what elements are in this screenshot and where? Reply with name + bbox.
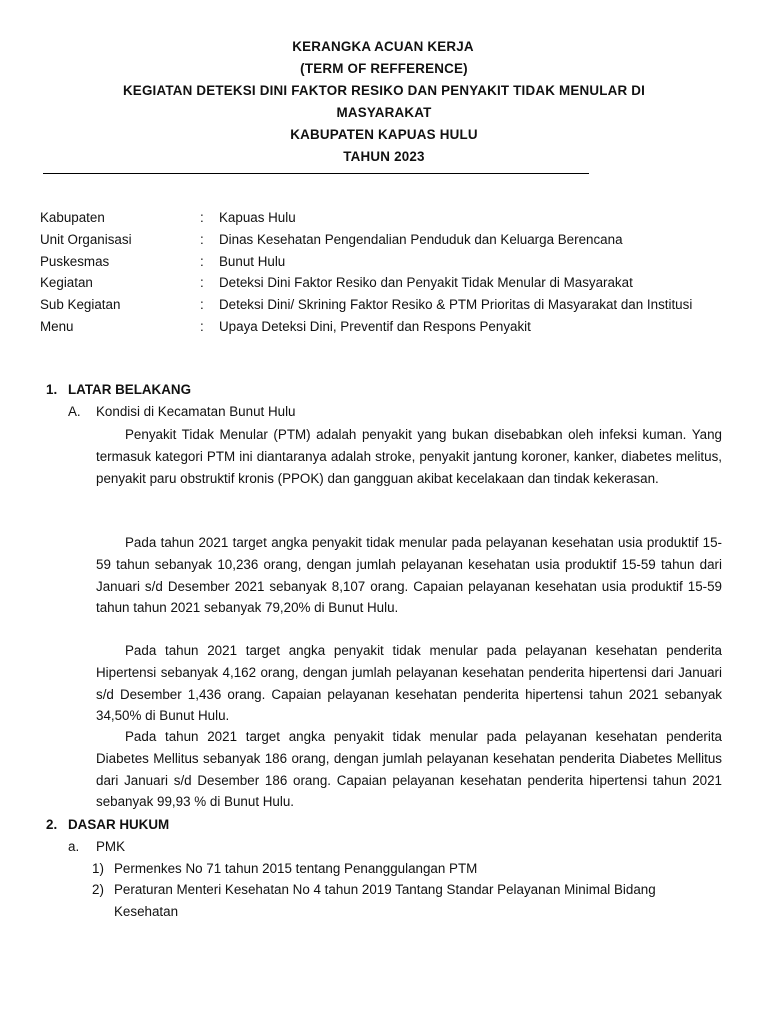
info-separator: : [200,297,204,313]
section-title: DASAR HUKUM [68,817,170,832]
info-label: Unit Organisasi [40,231,132,247]
subsection-heading [68,401,296,423]
info-row [40,207,720,229]
info-separator: : [200,253,204,269]
info-value: Dinas Kesehatan Pengendalian Penduduk dan Keluarga Berencana [219,231,623,247]
info-row [40,272,720,294]
info-row [40,316,720,338]
info-label: Menu [40,318,74,334]
subsection-title: Kondisi di Kecamatan Bunut Hulu [96,404,296,419]
list-item-number: 2) [92,882,104,897]
regency-line: KABUPATEN KAPUAS HULU [290,127,478,142]
paragraph-ptm-definition: Penyakit Tidak Menular (PTM) adalah penyakit yang bukan disebabkan oleh infeksi kuman. Yang termasuk kategori PTM ini diantaranya adalah stroke, penyakit jantung koroner, kanker, diabetes melitus, penyakit paru obstruktif kronis (PPOK) dan gangguan akibat kecelakaan dan tindak kekerasan. [96,427,722,486]
list-item-text: Permenkes No 71 tahun 2015 tentang Penanggulangan PTM [114,861,478,876]
subsection-letter: a. [68,839,80,854]
title-divider [43,173,589,174]
year-line: TAHUN 2023 [343,149,425,164]
activity-title-line: KEGIATAN DETEKSI DINI FAKTOR RESIKO DAN PENYAKIT TIDAK MENULAR DI [122,83,646,98]
info-value: Upaya Deteksi Dini, Preventif dan Respons Penyakit [219,318,531,334]
paragraph-diabetes: Pada tahun 2021 target angka penyakit tidak menular pada pelayanan kesehatan penderita Diabetes Mellitus sebanyak 186 orang, dengan jumlah pelayanan kesehatan penderita Diabetes Mellitus dari Januari s/d Desember 186 orang. Capaian pelayanan kesehatan penderita hipertensi tahun 2021 sebanyak 99,93 % di Bunut Hulu. [96,729,722,810]
section-number: 2. [46,817,58,832]
subsection-letter: A. [68,404,81,419]
info-row [40,251,720,273]
paragraph-hipertensi: Pada tahun 2021 target angka penyakit tidak menular pada pelayanan kesehatan penderita Hipertensi sebanyak 4,162 orang, dengan jumlah pelayanan kesehatan penderita hipertensi dari Januari s/d Desember 1,436 orang. Capaian pelayanan kesehatan penderita hipertensi tahun 2021 sebanyak 34,50% di Bunut Hulu. [96,643,722,724]
title-line: KERANGKA ACUAN KERJA [292,39,474,54]
subsection-title: PMK [96,839,126,854]
info-value: Bunut Hulu [219,253,286,269]
section-number: 1. [46,382,58,397]
info-label: Sub Kegiatan [40,297,121,313]
subtitle-line: (TERM OF REFFERENCE) [300,61,468,76]
activity-title-line-cont: MASYARAKAT [336,105,432,120]
paragraph-usia-produktif: Pada tahun 2021 target angka penyakit tidak menular pada pelayanan kesehatan usia produktif 15-59 tahun sebanyak 10,236 orang, dengan jumlah pelayanan kesehatan usia produktif 15-59 tahun dari Januari s/d Desember 2021 sebanyak 8,107 orang. Capaian pelayanan kesehatan usia produktif 15-59 tahun tahun 2021 sebanyak 79,20% di Bunut Hulu. [96,535,722,616]
list-item [92,879,686,923]
info-value: Kapuas Hulu [219,210,296,225]
info-value: Deteksi Dini/ Skrining Faktor Resiko & PTM Prioritas di Masyarakat dan Institusi [219,297,693,313]
info-separator: : [200,275,204,291]
info-label: Kegiatan [40,275,93,291]
list-item-number: 1) [92,861,104,876]
info-row [40,294,720,316]
section-heading-dasar-hukum [46,814,169,836]
subsection-heading [68,836,125,858]
list-item [92,858,692,880]
section-heading-latar-belakang [46,379,191,401]
info-separator: : [200,231,204,247]
info-label: Kabupaten [40,210,105,225]
section-title: LATAR BELAKANG [68,382,191,397]
list-item-text: Peraturan Menteri Kesehatan No 4 tahun 2019 Tantang Standar Pelayanan Minimal Bidang Kesehatan [114,882,656,919]
info-row [40,229,720,251]
info-separator: : [200,210,204,225]
info-separator: : [200,318,204,334]
document-title-block [0,36,768,168]
info-table [40,207,720,338]
info-label: Puskesmas [40,253,110,269]
info-value: Deteksi Dini Faktor Resiko dan Penyakit Tidak Menular di Masyarakat [219,275,633,291]
